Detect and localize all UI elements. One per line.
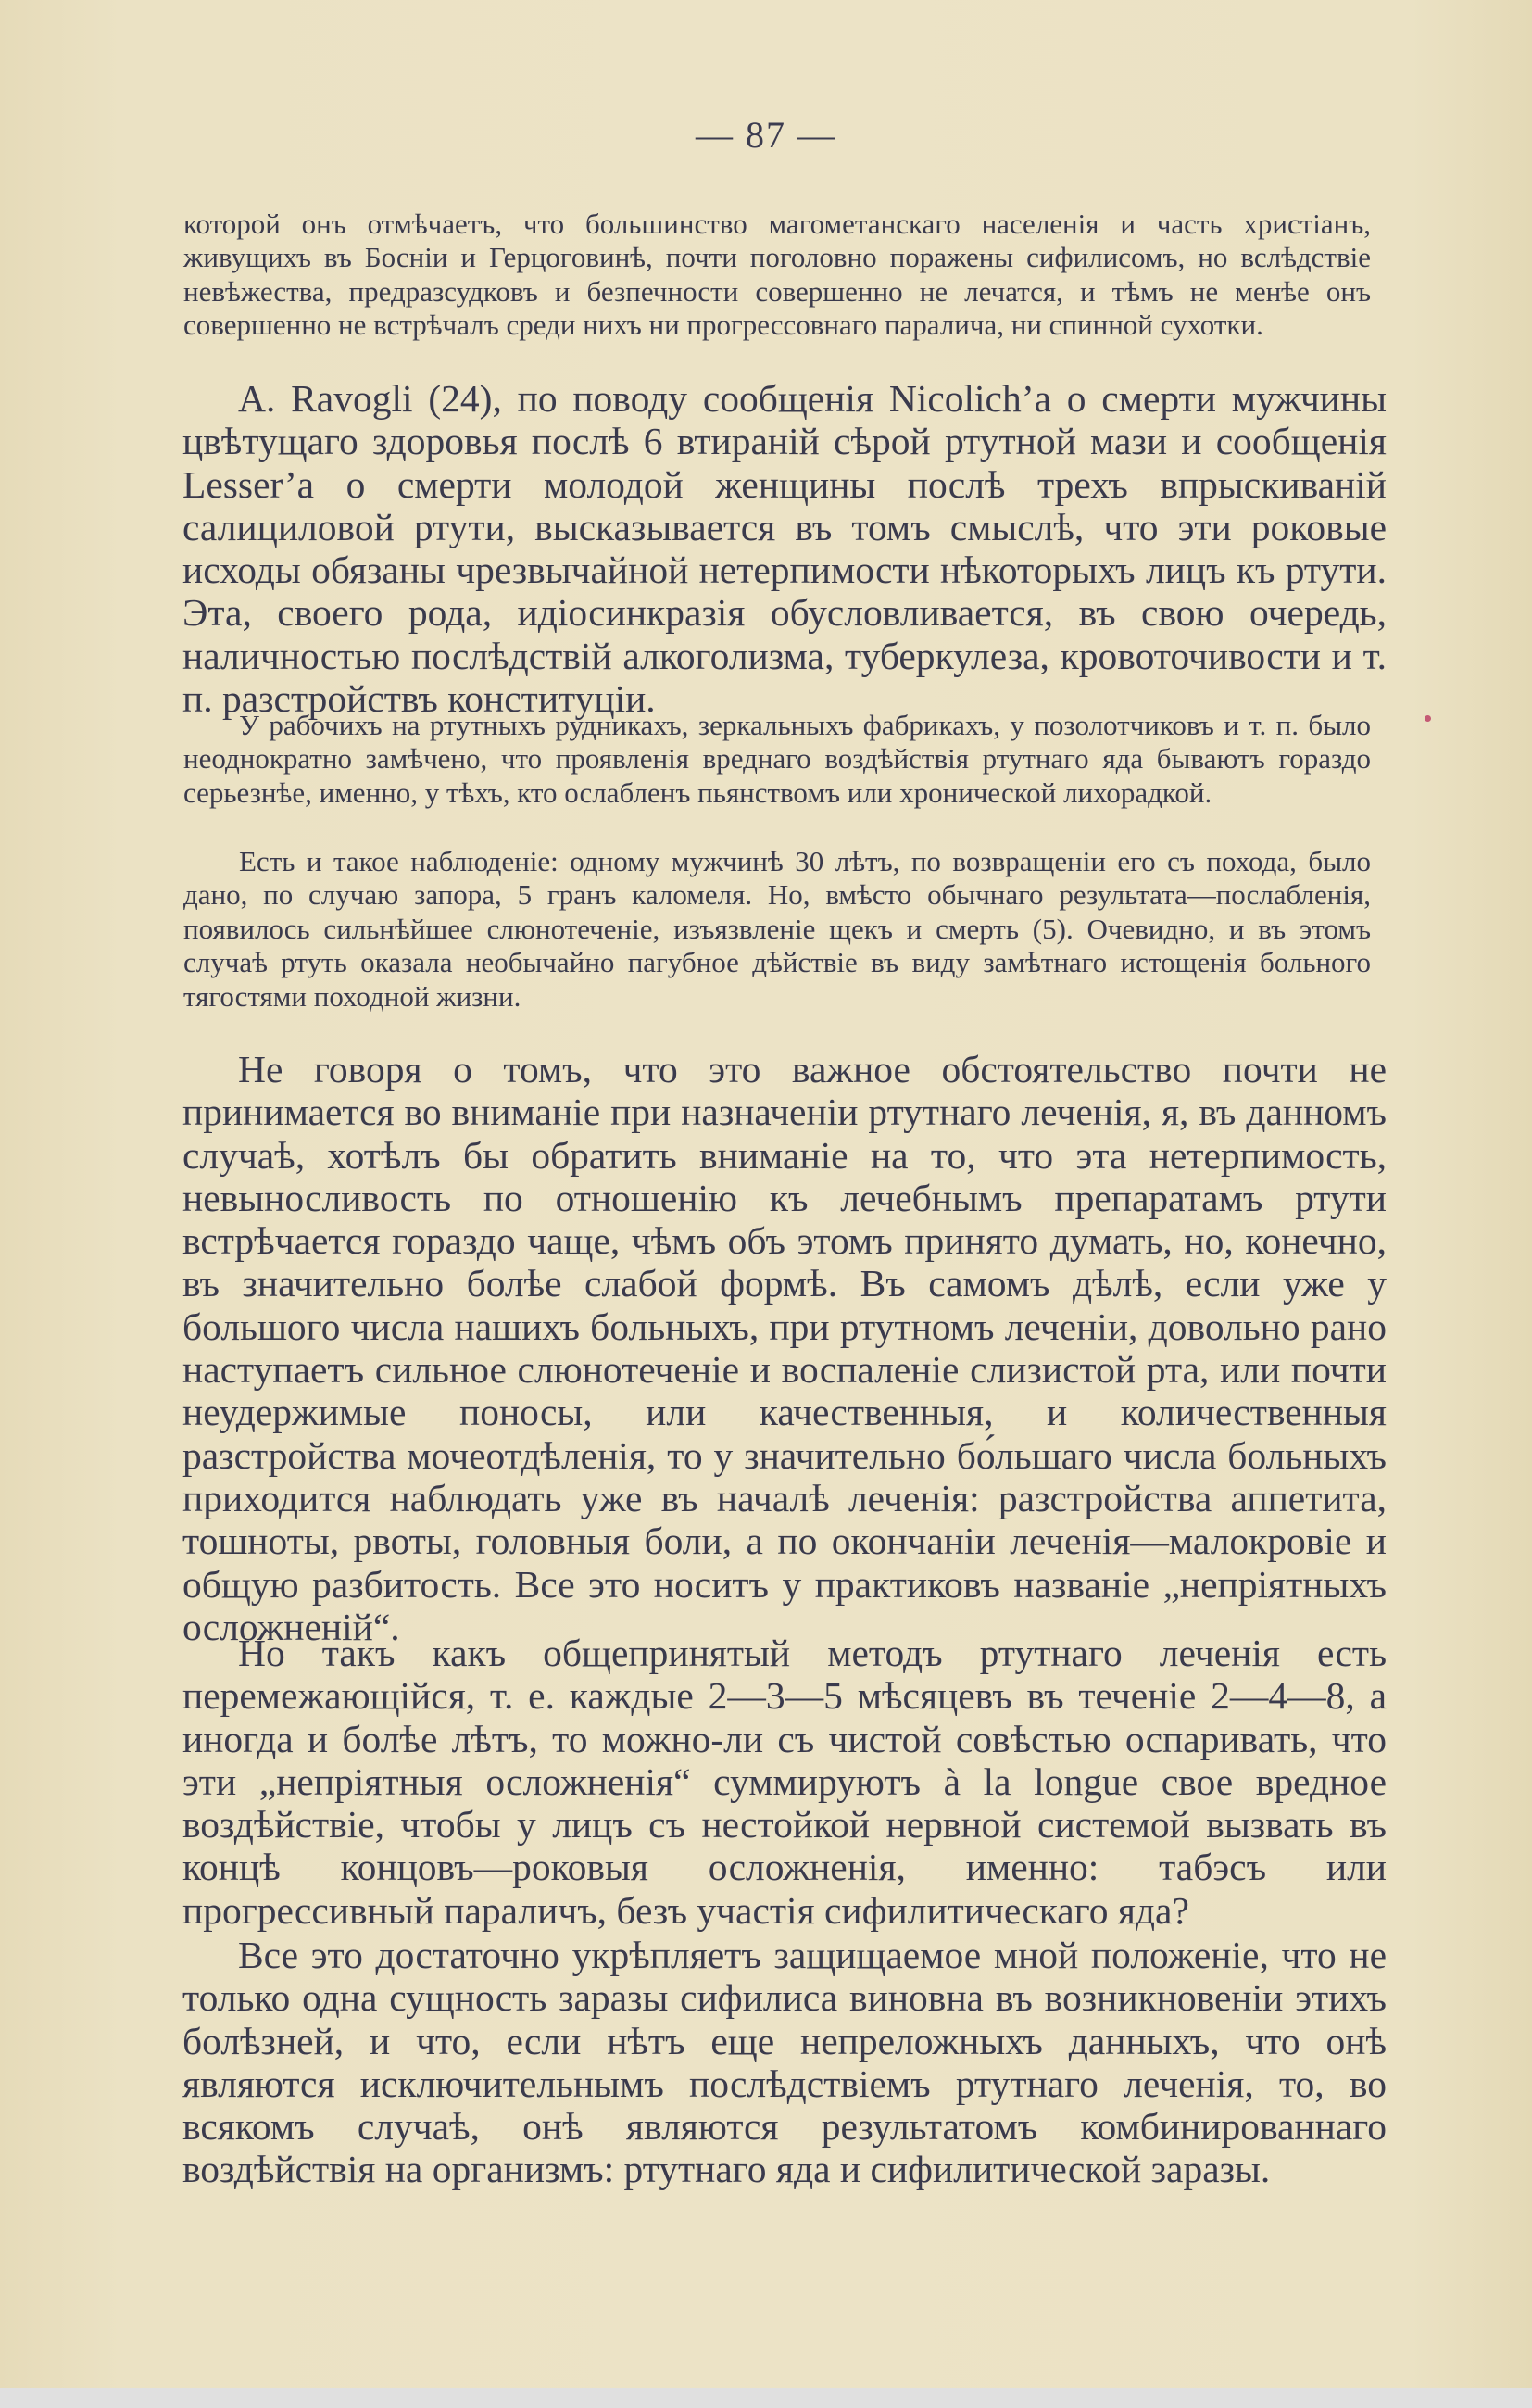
paragraph-4: Есть и такое наблюденіе: одному мужчинѣ 30 лѣтъ, по возвращеніи его съ похода, было дано, по случаю запора, 5 гранъ каломеля. Но, вмѣсто обычнаго результата—послабленія, появилось сильнѣйшее слюнотеченіе, изъязвленіе щекъ и смерть (5). Очевидно, и въ этомъ случаѣ ртуть оказала необычайно пагубное дѣйствіе въ виду замѣтнаго истощенія больного тягостями походной жизни. <box>183 845 1371 1013</box>
paragraph-5: Не говоря о томъ, что это важное обстоятельство почти не принимается во вниманіе при назначеніи ртутнаго леченія, я, въ данномъ случаѣ, хотѣлъ бы обратить вниманіе на то, что эта нетерпимость, невыносливость по отношенію къ лечебнымъ препаратамъ ртути встрѣчается гораздо чаще, чѣмъ объ этомъ принято думать, но, конечно, въ значительно болѣе слабой формѣ. Въ самомъ дѣлѣ, если уже у большого числа нашихъ больныхъ, при ртутномъ леченіи, довольно рано наступаетъ сильное слюнотеченіе и воспаленіе слизистой рта, или почти неудержимые поносы, или качественныя, и количественныя разстройства мочеотдѣленія, то у значительно бо́льшаго числа больныхъ приходится наблюдать уже въ началѣ леченія: разстройства аппетита, тошноты, рвоты, головныя боли, а по окончаніи леченія—малокровіе и общую разбитость. Все это носитъ у практиковъ названіе „непріятныхъ осложненій“. <box>182 1048 1387 1648</box>
paragraph-6: Но такъ какъ общепринятый методъ ртутнаго леченія есть перемежающійся, т. е. каждые 2—3—5 мѣсяцевъ въ теченіе 2—4—8, а иногда и болѣе лѣтъ, то можно-ли съ чистой совѣстью оспаривать, что эти „непріятныя осложненія“ суммируютъ à la longue свое вредное воздѣйствіе, чтобы у лицъ съ нестойкой нервной системой вызвать въ концѣ концовъ—роковыя осложненія, именно: табэсъ или прогрессивный параличъ, безъ участія сифилитическаго яда? <box>182 1632 1387 1932</box>
paragraph-7: Все это достаточно укрѣпляетъ защищаемое мной положеніе, что не только одна сущность заразы сифилиса виновна въ возникновеніи этихъ болѣзней, и что, если нѣтъ еще непреложныхъ данныхъ, что онѣ являются исключительнымъ послѣдствіемъ ртутнаго леченія, то, во всякомъ случаѣ, онѣ являются результатомъ комбинированнаго воздѣйствія на организмъ: ртутнаго яда и сифилитической заразы. <box>182 1934 1387 2191</box>
paragraph-1: которой онъ отмѣчаетъ, что большинство магометанскаго населенія и часть христіанъ, живущихъ въ Босніи и Герцоговинѣ, почти поголовно поражены сифилисомъ, но вслѣдствіе невѣжества, предразсудковъ и безпечности совершенно не лечатся, и тѣмъ не менѣе онъ совершенно не встрѣчалъ среди нихъ ни прогрессовнаго паралича, ни спинной сухотки. <box>183 208 1371 342</box>
ink-mark <box>1425 715 1431 722</box>
paragraph-2: A. Ravogli (24), по поводу сообщенія Nicolich’a о смерти мужчины цвѣтущаго здоровья послѣ 6 втираній сѣрой ртутной мази и сообщенія Lesser’a о смерти молодой женщины послѣ трехъ впрыскиваній салициловой ртути, высказывается въ томъ смыслѣ, что эти роковые исходы обязаны чрезвычайной нетерпимости нѣкоторыхъ лицъ къ ртути. Эта, своего рода, идіосинкразія обусловливается, въ свою очередь, наличностью послѣдствій алкоголизма, туберкулеза, кровоточивости и т. п. разстройствъ конституціи. <box>182 377 1387 721</box>
scan-edge <box>0 2388 1532 2408</box>
paragraph-3: У рабочихъ на ртутныхъ рудникахъ, зеркальныхъ фабрикахъ, у позолотчиковъ и т. п. было неоднократно замѣчено, что проявленія вреднаго воздѣйствія ртутнаго яда бываютъ гораздо серьезнѣе, именно, у тѣхъ, кто ослабленъ пьянствомъ или хронической лихорадкой. <box>183 709 1371 809</box>
page-number: — 87 — <box>696 114 836 156</box>
